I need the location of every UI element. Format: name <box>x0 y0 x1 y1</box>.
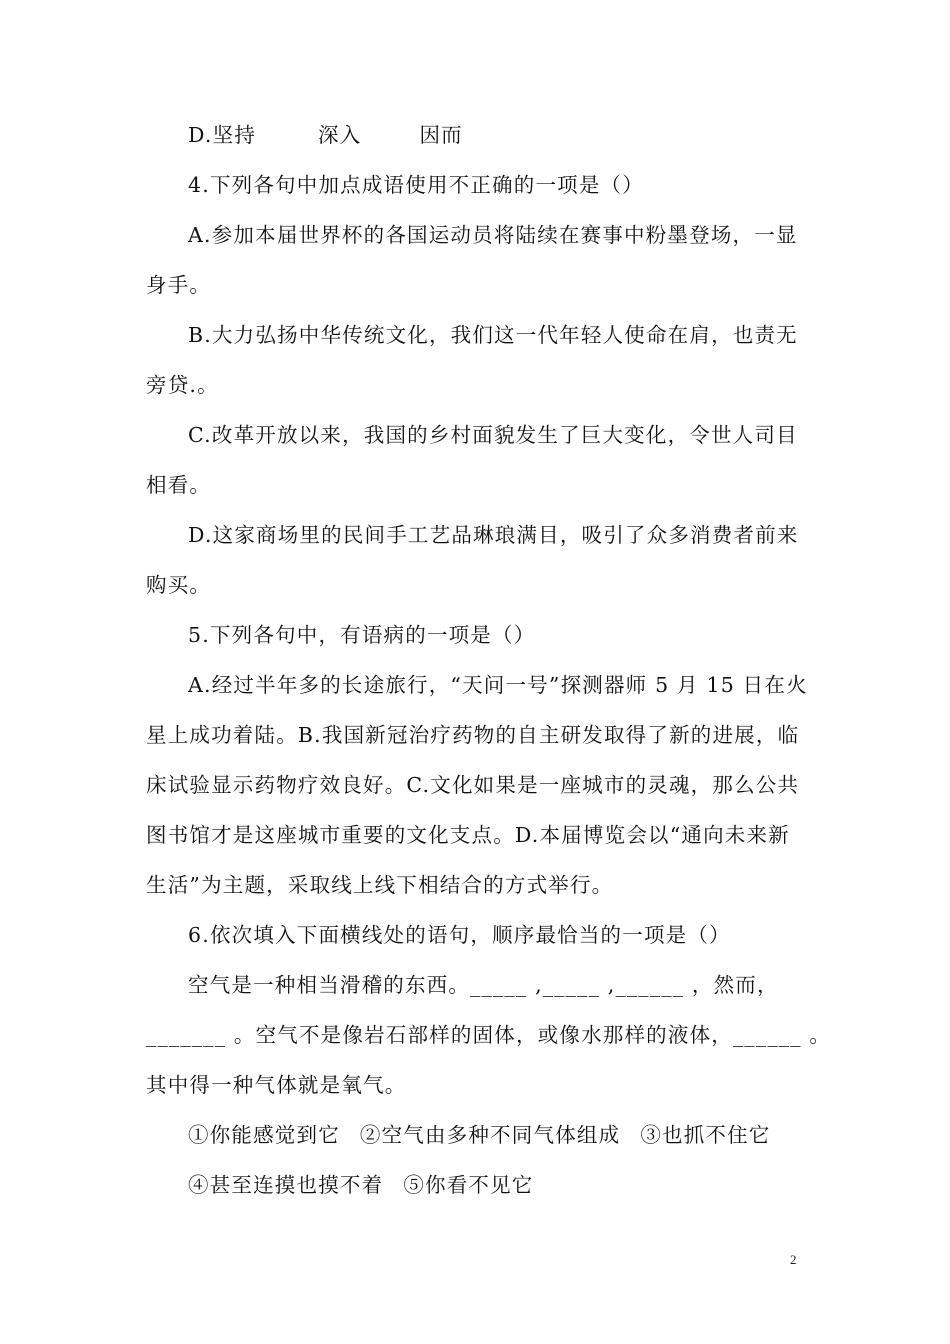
q4-option-b-line-2: 旁贷.。 <box>146 373 219 397</box>
q4-option-c-line-1: C.改革开放以来，我国的乡村面貌发生了巨大变化，令世人司目 <box>188 423 798 447</box>
q6-passage-line-3: 其中得一种气体就是氧气。 <box>146 1073 407 1097</box>
q6-choice-2: ②空气由多种不同气体组成 <box>359 1123 621 1147</box>
q4-option-d-line-2: 购买。 <box>146 573 212 597</box>
q4-option-d-line-1: D.这家商场里的民间手工艺品琳琅满目，吸引了众多消费者前来 <box>188 523 799 547</box>
q6-choices-row-1 <box>188 1120 810 1150</box>
q4-option-b-line-1: B.大力弘扬中华传统文化，我们这一代年轻人使命在肩，也责无 <box>188 323 798 347</box>
q6-choice-4: ④甚至连摸也摸不着 <box>188 1173 384 1197</box>
q6-choice-1: ①你能感觉到它 <box>188 1123 340 1147</box>
q6-passage-line-2: _______ 。空气不是像岩石部样的固体，或像水那样的液体，______ 。 <box>146 1023 832 1047</box>
question-5-stem: 5.下列各句中，有语病的一项是（） <box>188 623 536 647</box>
option-d-line <box>188 120 810 150</box>
question-6-stem: 6.依次填入下面横线处的语句，顺序最恰当的一项是（） <box>188 923 731 947</box>
q5-text-line-3: 床试验显示药物疗效良好。C.文化如果是一座城市的灵魂，那么公共 <box>146 773 800 797</box>
q5-text-line-2: 星上成功着陆。B.我国新冠治疗药物的自主研发取得了新的进展，临 <box>146 723 800 747</box>
q5-text-line-4: 图书馆才是这座城市重要的文化支点。D.本届博览会以“通向未来新 <box>146 823 790 847</box>
q6-choice-5: ⑤你看不见它 <box>403 1173 534 1197</box>
q6-choice-3: ③也抓不住它 <box>640 1123 771 1147</box>
q4-option-c-line-2: 相看。 <box>146 473 212 497</box>
option-d-word-2: 深入 <box>318 123 362 147</box>
q6-choices-row-2 <box>188 1170 810 1200</box>
q4-option-a-line-1: A.参加本届世界杯的各国运动员将陆续在赛事中粉墨登场，一显 <box>188 223 798 247</box>
q6-passage-line-1: 空气是一种相当滑稽的东西。_____ ,_____ ,______ ，然而， <box>188 973 779 997</box>
q5-text-line-1: A.经过半年多的长途旅行，“天问一号”探测器师 5 月 15 日在火 <box>188 673 808 697</box>
option-d-label: D.坚持 <box>188 123 257 147</box>
page-number: 2 <box>790 1252 797 1267</box>
question-4-stem: 4.下列各句中加点成语使用不正确的一项是（） <box>188 173 644 197</box>
q5-text-line-5: 生活”为主题，采取线上线下相结合的方式举行。 <box>146 873 614 897</box>
option-d-word-3: 因而 <box>419 123 463 147</box>
q4-option-a-line-2: 身手。 <box>146 273 212 297</box>
